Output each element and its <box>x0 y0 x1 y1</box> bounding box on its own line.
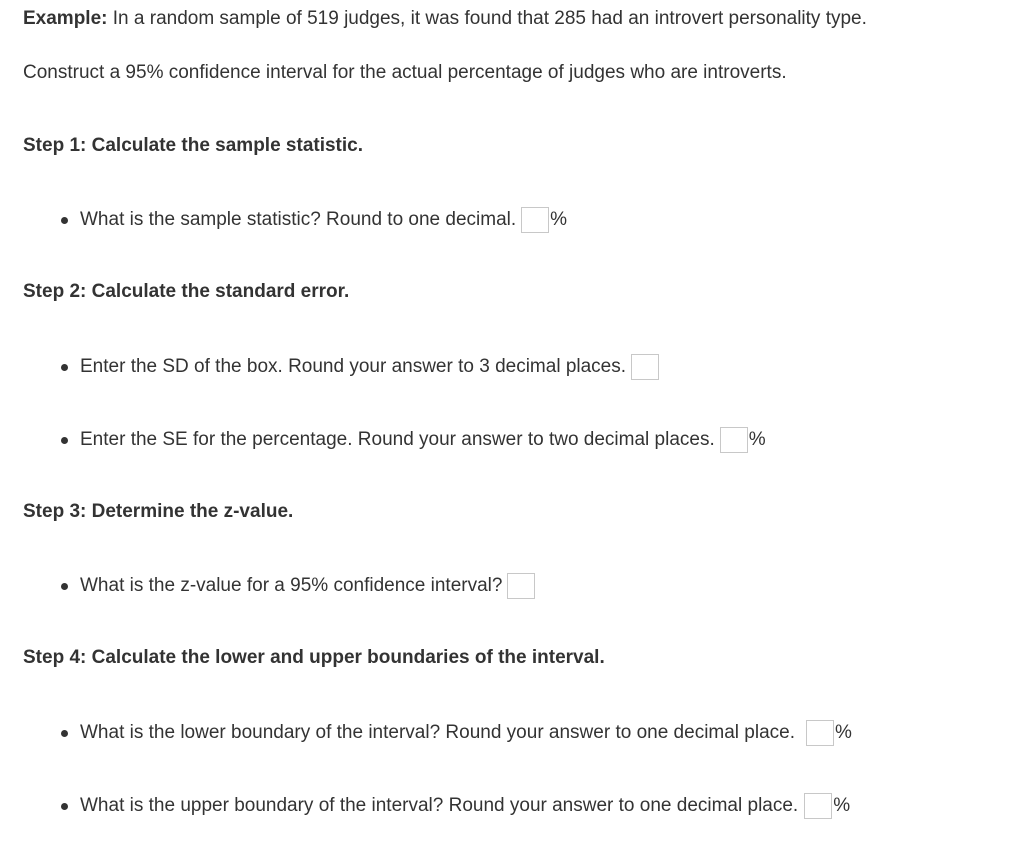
step-4-question-2 <box>60 793 850 819</box>
instruction-text: Construct a 95% confidence interval for the actual percentage of judges who are introverts. <box>23 62 787 83</box>
step-4-question-1 <box>60 720 852 746</box>
step-3-question-1 <box>60 573 535 599</box>
unit-label: % <box>550 209 568 230</box>
question-prompt: What is the z-value for a 95% confidence interval? <box>80 575 503 596</box>
step-4-heading: Step 4: Calculate the lower and upper boundaries of the interval. <box>23 647 605 668</box>
bullet-icon <box>61 217 68 224</box>
bullet-icon <box>61 437 68 444</box>
step-3-heading: Step 3: Determine the z-value. <box>23 501 294 522</box>
step-1-heading: Step 1: Calculate the sample statistic. <box>23 135 364 156</box>
unit-label: % <box>748 429 766 450</box>
step-2-question-1 <box>60 354 659 380</box>
lower-boundary-input[interactable] <box>806 720 834 746</box>
question-prompt: What is the sample statistic? Round to one decimal. <box>80 209 517 230</box>
bullet-icon <box>61 583 68 590</box>
z-value-input[interactable] <box>507 573 535 599</box>
question-prompt: Enter the SE for the percentage. Round your answer to two decimal places. <box>80 429 715 450</box>
bullet-icon <box>61 364 68 371</box>
question-prompt: What is the upper boundary of the interval? Round your answer to one decimal place. <box>80 795 799 816</box>
step-2-heading: Step 2: Calculate the standard error. <box>23 281 350 302</box>
example-text: In a random sample of 519 judges, it was found that 285 had an introvert personality type. <box>112 8 867 29</box>
upper-boundary-input[interactable] <box>804 793 832 819</box>
step-1-question-1 <box>60 207 567 233</box>
example-paragraph <box>23 8 867 30</box>
unit-label: % <box>835 722 852 743</box>
unit-label: % <box>833 795 851 816</box>
bullet-icon <box>61 730 68 737</box>
question-prompt: What is the lower boundary of the interval? Round your answer to one decimal place. <box>80 722 796 743</box>
sd-of-box-input[interactable] <box>631 354 659 380</box>
question-prompt: Enter the SD of the box. Round your answer to 3 decimal places. <box>80 356 627 377</box>
bullet-icon <box>61 803 68 810</box>
step-2-question-2 <box>60 427 766 453</box>
sample-statistic-input[interactable] <box>521 207 549 233</box>
se-percentage-input[interactable] <box>720 427 748 453</box>
example-label: Example: <box>23 8 108 29</box>
